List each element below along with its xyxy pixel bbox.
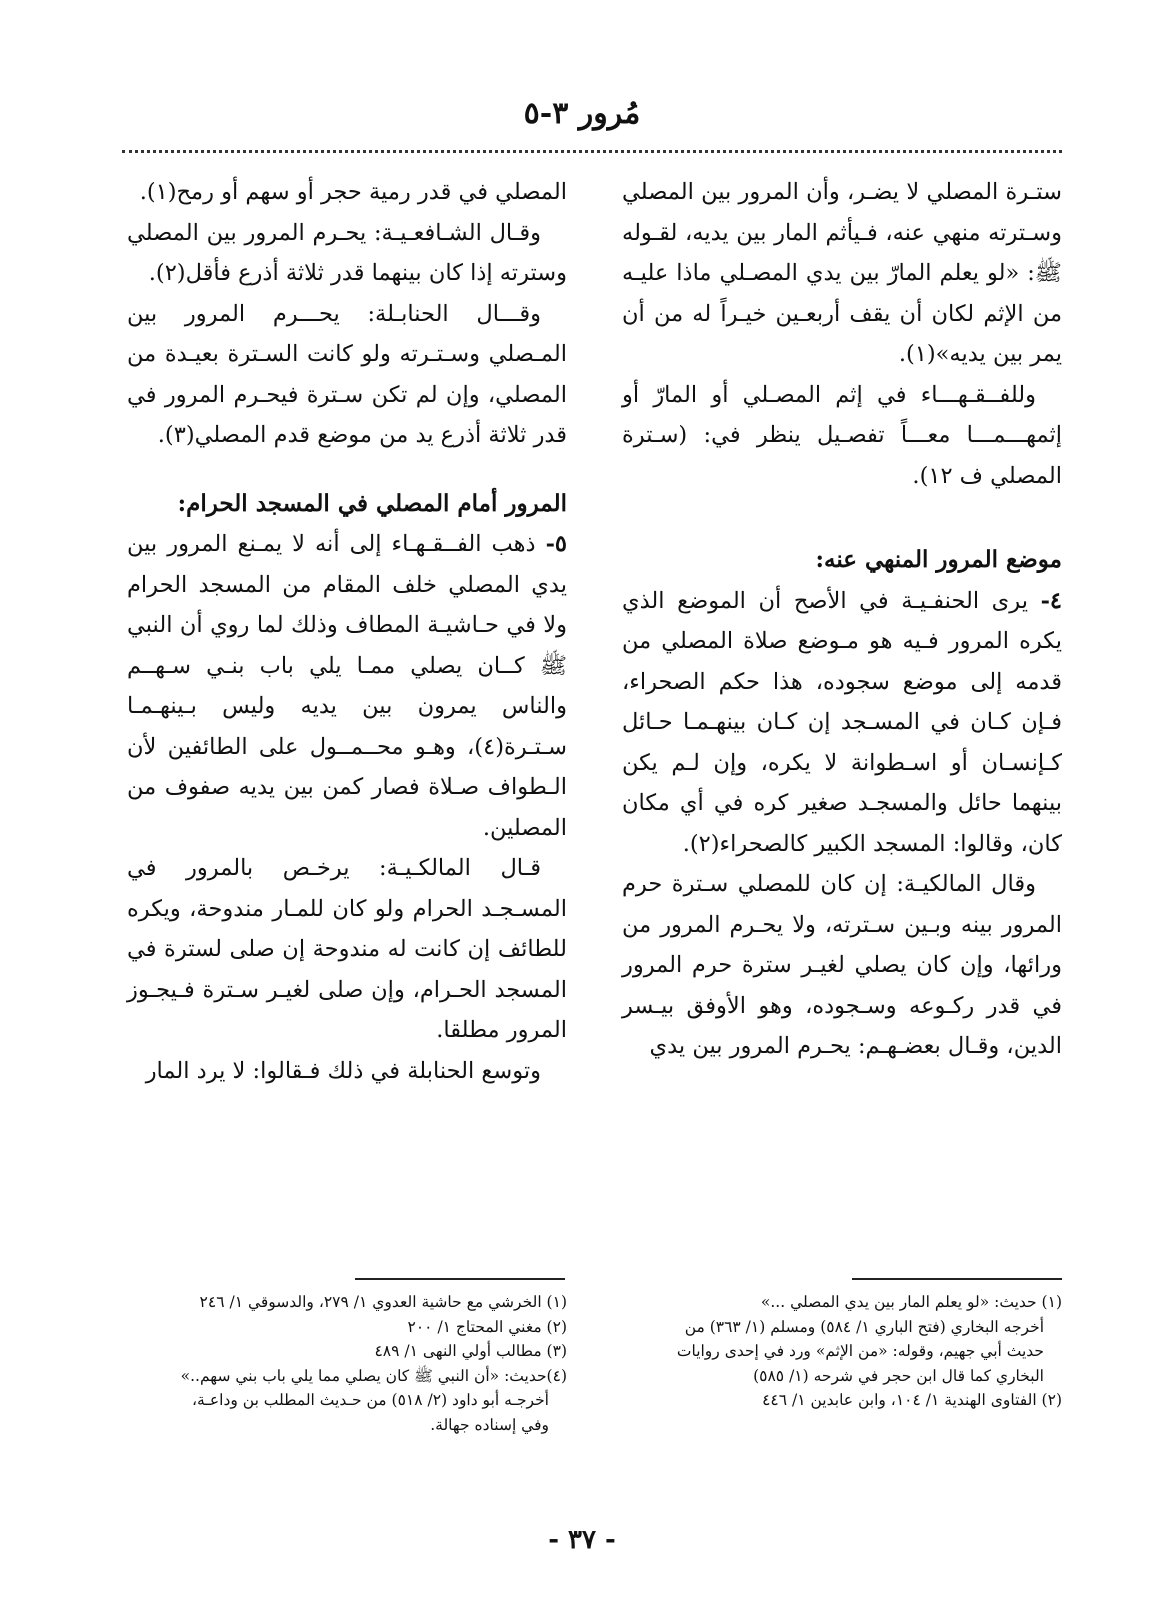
left-paragraph-2: وقـال الشـافعـيـة: يحـرم المرور بين المصلي وسترته إذا كان بينهما قدر ثلاثة أذرع فأقل(٢). — [127, 219, 567, 286]
section-number: ٤- — [1040, 587, 1062, 614]
footnote-4: (٤)حديث: «أن النبي ﷺ كان يصلي مما يلي باب بني سهم..» — [180, 1366, 567, 1385]
left-paragraph-5: قـال المالكـيـة: يرخـص بالمرور في المسـجـد الحرام ولو كان للمـار مندوحة، ويكره للطائف إن كانت له مندوحة إن صلى لسترة في المسجد الحـرام، وإن صلى لغيـر سـترة فـيجـوز المرور مطلقا. — [127, 855, 567, 1043]
footnote-2: (٢) مغني المحتاج ١/ ٢٠٠ — [407, 1317, 567, 1336]
section-number: ٥- — [545, 531, 568, 557]
right-section-heading: موضع المرور المنهي عنه: — [815, 546, 1062, 573]
footnote-1-line-a: أخرجه البخاري (فتح الباري ١/ ٥٨٤) ومسلم (١/ ٣٦٣) من — [684, 1317, 1044, 1336]
footnote-1: (١) حديث: «لو يعلم المار بين يدي المصلي ...» — [760, 1293, 1062, 1311]
left-paragraph-4-text: ذهب الفــقـهـاء إلى أنه لا يمـنع المرور بين يدي المصلي خلف المقام من المسجد الحرام ولا في حـاشيـة المطاف وذلك لما روي أن النبي ﷺ كــان يصلي ممـا يلي باب بنـي سـهــم والناس يمرون بين يديه وليس بـينهـمـا سـتـرة(٤)، وهـو محــمــول على الطائفين لأن الـطواف صـلاة فصار كمن بين يديه صفوف من المصلين. — [127, 531, 567, 841]
header-divider — [122, 150, 1062, 153]
right-paragraph-2: وللفــقـهـــاء في إثم المصـلي أو المارّ أو إثمهـــمـــا معـــاً تفصـيل ينظر في: (سـترة المصلي ف ١٢). — [622, 381, 1062, 489]
left-paragraph-6: وتوسع الحنابلة في ذلك فـقالوا: لا يرد المار — [145, 1057, 541, 1084]
left-paragraph-3: وقـــال الحنابـلة: يحـــرم المرور بين المـصلي وسـتـرته ولو كانت السـترة بعيـدة من المصلي، وإن لم تكن سـترة فيحـرم المرور في قدر ثلاثة أذرع يد من موضع قدم المصلي(٣). — [127, 300, 567, 448]
left-section-heading: المرور أمام المصلي في المسجد الحرام: — [177, 489, 567, 517]
footnote-4-line-b: وفي إسناده جهالة. — [430, 1415, 549, 1434]
right-paragraph-4: وقال المالكيـة: إن كان للمصلي سـترة حرم المرور بينه وبـين سـترته، ولا يحـرم المرور من ورائها، وإن كان يصلي لغيـر سترة حرم المرور في قدر ركـوعه وسـجوده، وهو الأوفق بيـسر الدين، وقـال بعضـهـم: يحـرم المرور بين يدي — [622, 871, 1062, 1059]
footnote-divider-left — [355, 1278, 565, 1280]
left-column — [127, 172, 567, 1252]
footnotes-left — [127, 1290, 567, 1437]
footnote-3: (٣) مطالب أولي النهى ١/ ٤٨٩ — [374, 1342, 567, 1360]
right-paragraph-3 — [622, 581, 1062, 865]
page-number: - ٣٧ - — [548, 1525, 616, 1555]
right-paragraph-3-text: يرى الحنفـيـة في الأصح أن الموضع الذي يكره المرور فـيه هو مـوضع صلاة المصلي من قدمه إلى موضع سجوده، هذا حكم الصحراء، فـإن كـان في المسـجد إن كـان بينهـمـا حـائل كـإنسـان أو اسـطوانة لا يكره، وإن لـم يكن بينهما حائل والمسجـد صغير كره في أي مكان كان، وقالوا: المسجد الكبير كالصحراء(٢). — [622, 587, 1062, 857]
footnotes-right — [622, 1290, 1062, 1413]
footnote-1-line-b: حديث أبي جهيم، وقوله: «من الإثم» ورد في إحدى روايات — [676, 1342, 1044, 1360]
spacer — [127, 456, 567, 484]
footnote-2: (٢) الفتاوى الهندية ١/ ١٠٤، وابن عابدين ١/ ٤٤٦ — [762, 1391, 1062, 1409]
page-title: مُرور ٣-٥ — [523, 96, 641, 131]
footnote-1-line-c: البخاري كما قال ابن حجر في شرحه (١/ ٥٨٥) — [753, 1366, 1044, 1385]
left-paragraph-4 — [127, 524, 567, 848]
spacer — [622, 496, 1062, 540]
left-paragraph-1: المصلي في قدر رمية حجر أو سهم أو رمح(١). — [139, 179, 567, 205]
footnote-1: (١) الخرشي مع حاشية العدوي ١/ ٢٧٩، والدسوقي ١/ ٢٤٦ — [199, 1293, 567, 1311]
right-paragraph-1: ستـرة المصلي لا يضـر، وأن المرور بين المصلي وسـترته منهي عنه، فـيأثم المار بين يديه، لقـوله ﷺ: «لو يعلم المارّ بين يدي المصـلي ماذا عليـه من الإثم لكان أن يقف أربعـين خيـراً له من أن يمر بين يديه»(١). — [622, 179, 1062, 367]
footnote-divider-right — [852, 1278, 1062, 1280]
right-column — [622, 172, 1062, 1252]
footnote-4-line-a: أخرجـه أبو داود (٢/ ٥١٨) من حـديث المطلب بن وداعـة، — [192, 1391, 549, 1409]
